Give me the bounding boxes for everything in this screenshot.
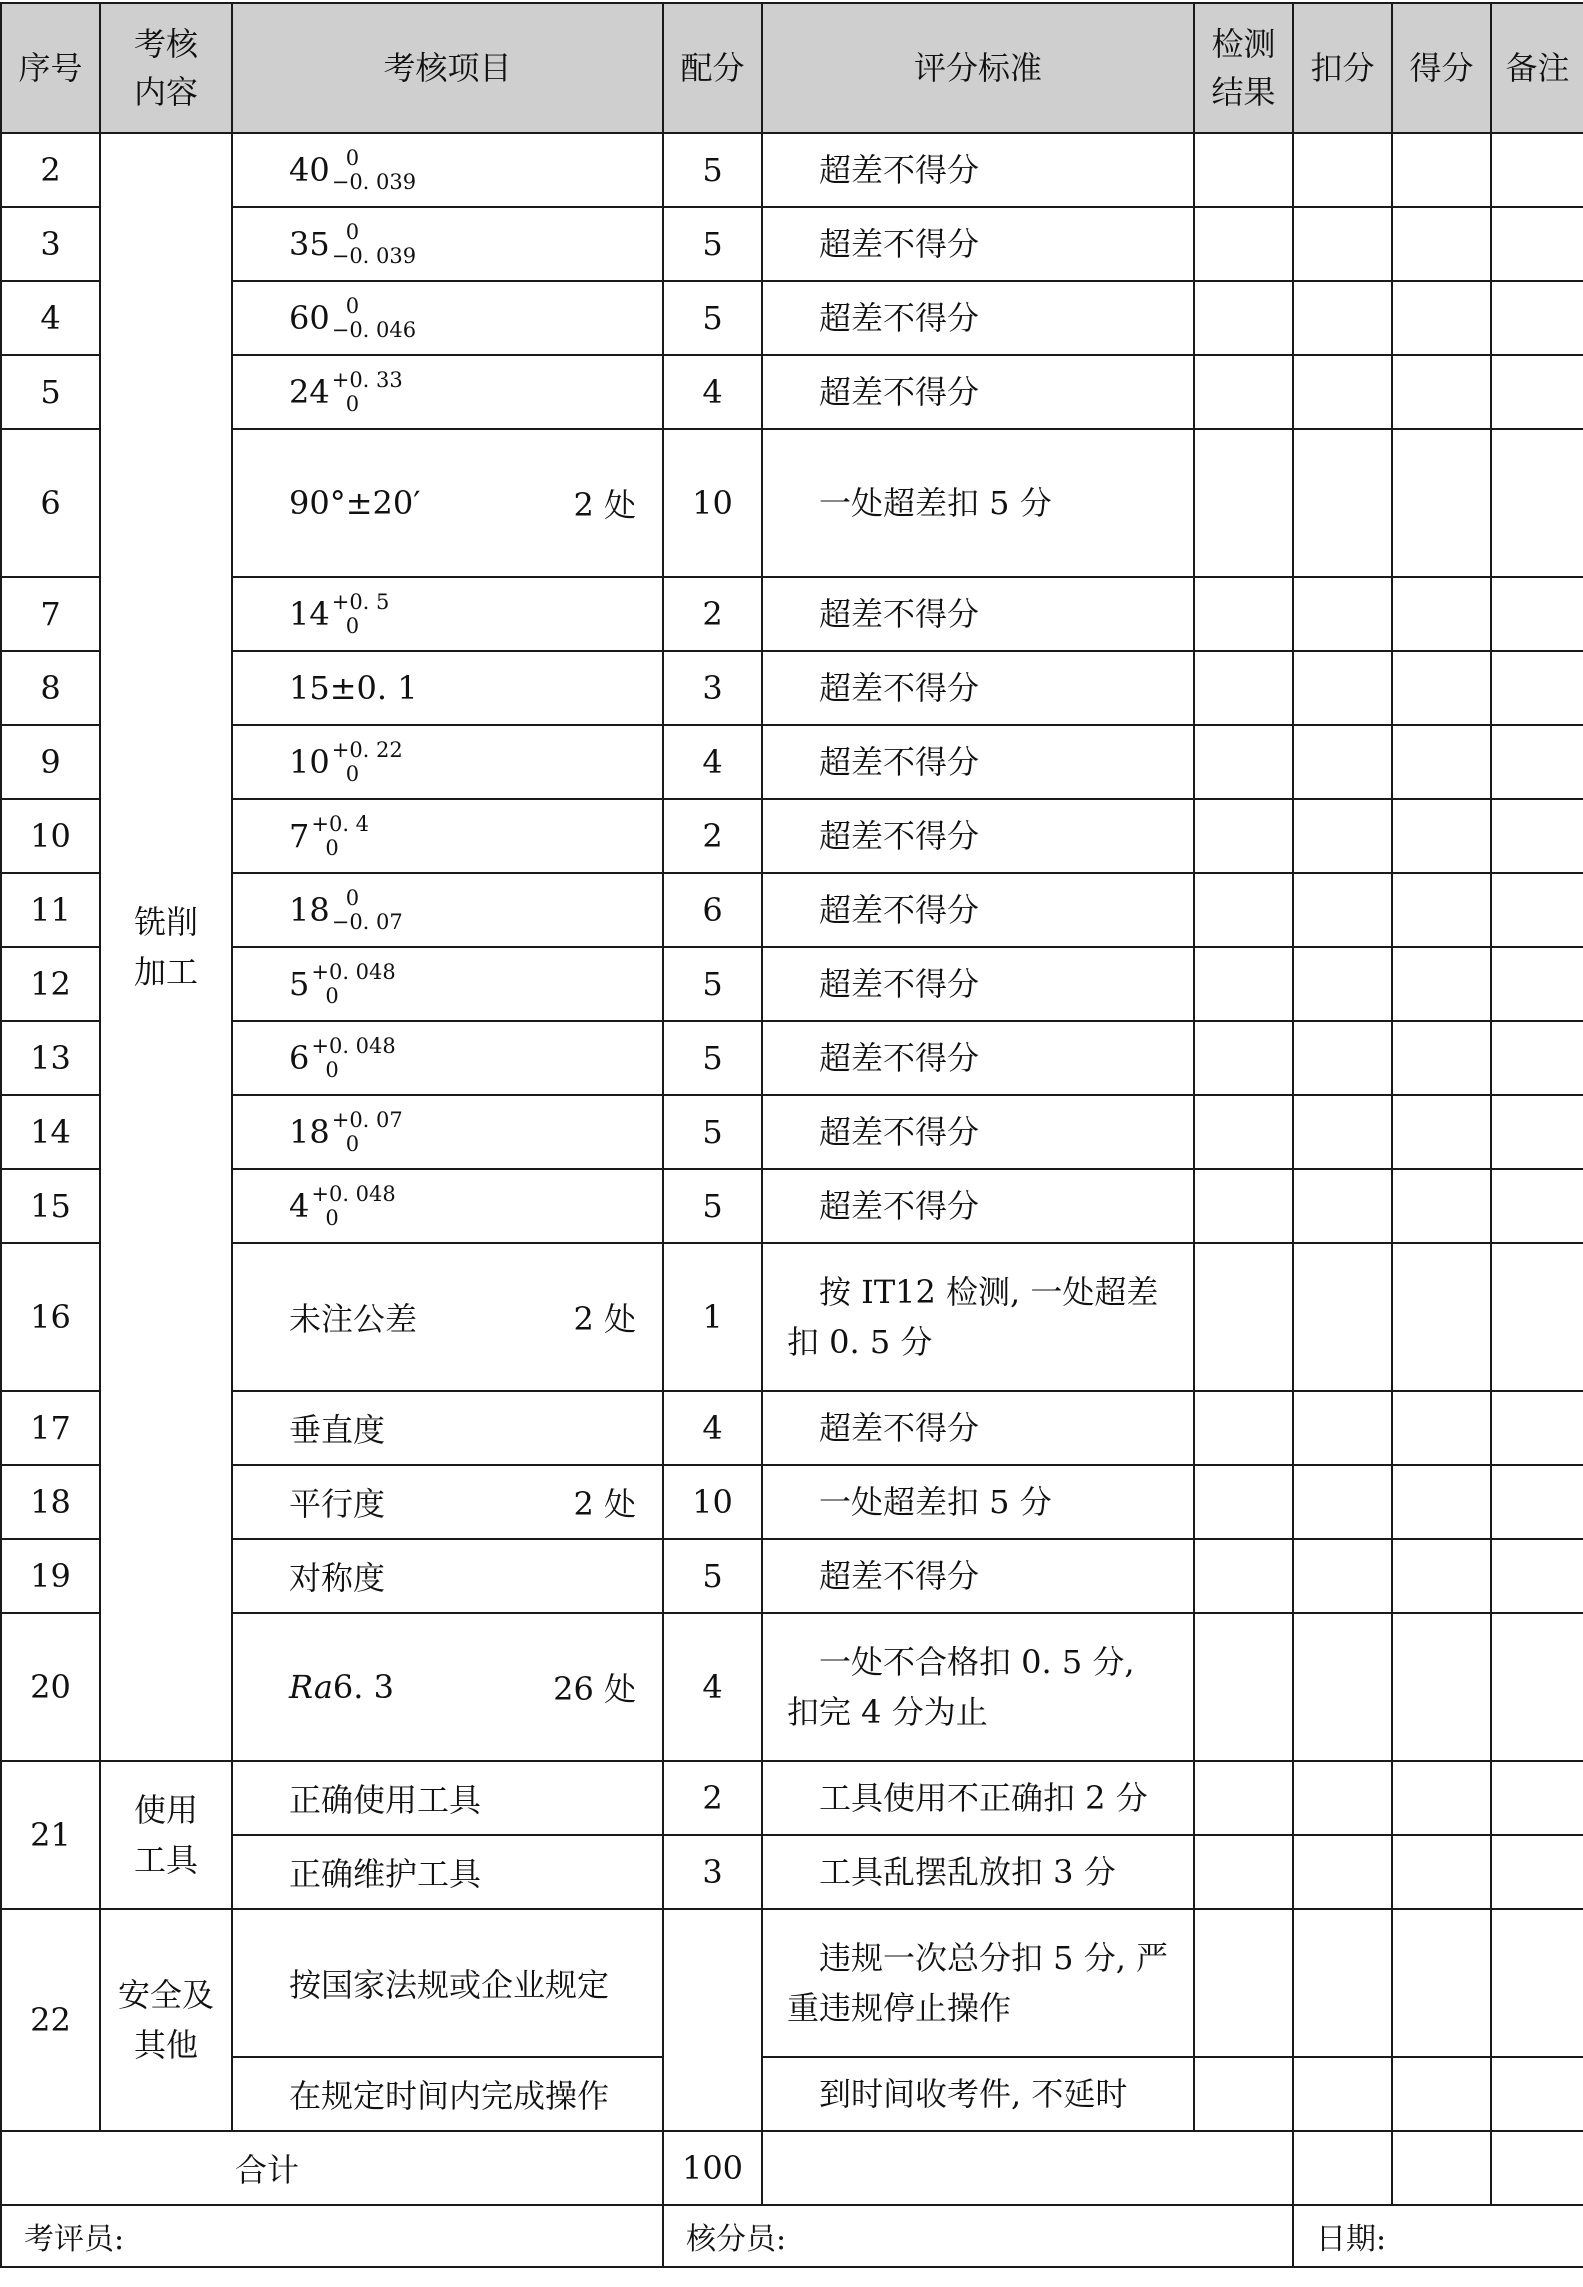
header-criteria: 评分标准 <box>762 3 1194 133</box>
deduct-cell[interactable] <box>1293 725 1392 799</box>
result-cell[interactable] <box>1194 1391 1293 1465</box>
examiner-field[interactable]: 考评员: <box>1 2205 663 2267</box>
result-cell[interactable] <box>1194 577 1293 651</box>
result-cell[interactable] <box>1194 281 1293 355</box>
row-points: 5 <box>663 1539 762 1613</box>
row-criteria: 超差不得分 <box>762 207 1194 281</box>
score-cell[interactable] <box>1392 947 1491 1021</box>
score-cell[interactable] <box>1392 725 1491 799</box>
row-points: 4 <box>663 725 762 799</box>
score-cell[interactable] <box>1392 1095 1491 1169</box>
result-cell[interactable] <box>1194 947 1293 1021</box>
deduct-cell[interactable] <box>1293 207 1392 281</box>
row-item: 正确维护工具 <box>232 1835 663 1909</box>
total-points: 100 <box>663 2131 762 2205</box>
row-criteria: 超差不得分 <box>762 799 1194 873</box>
deduct-cell[interactable] <box>1293 651 1392 725</box>
group-tools: 使用工具 <box>100 1761 232 1909</box>
row-item: 垂直度 <box>232 1391 663 1465</box>
row-item: 15±0. 1 <box>232 651 663 725</box>
score-cell[interactable] <box>1392 429 1491 577</box>
score-table <box>0 2 1583 2268</box>
remark-cell[interactable] <box>1491 1243 1583 1391</box>
row-item: Ra6. 3 26 处 <box>232 1613 663 1761</box>
table-row <box>1 1169 1583 1243</box>
row-seq: 13 <box>1 1021 100 1095</box>
tolerance-dimension: 18 +0. 07 0 <box>289 1108 403 1156</box>
total-row <box>1 2131 1583 2205</box>
row-item: 在规定时间内完成操作 <box>232 2057 663 2131</box>
score-cell[interactable] <box>1392 281 1491 355</box>
row-points: 5 <box>663 1021 762 1095</box>
row-count: 2 处 <box>573 1485 636 1523</box>
header-content: 考核内容 <box>100 3 232 133</box>
score-cell[interactable] <box>1392 577 1491 651</box>
result-cell[interactable] <box>1194 1465 1293 1539</box>
deduct-cell[interactable] <box>1293 2057 1392 2131</box>
row-points: 2 <box>663 577 762 651</box>
score-cell[interactable] <box>1392 1391 1491 1465</box>
tolerance-dimension: 18 0 −0. 07 <box>289 886 403 934</box>
total-label: 合计 <box>1 2131 663 2205</box>
table-row <box>1 1095 1583 1169</box>
row-criteria: 超差不得分 <box>762 133 1194 207</box>
row-criteria: 超差不得分 <box>762 947 1194 1021</box>
score-cell[interactable] <box>1392 1465 1491 1539</box>
remark-cell[interactable] <box>1491 2057 1583 2131</box>
group-milling: 铣削加工 <box>100 133 232 1761</box>
tolerance-dimension: 4 +0. 048 0 <box>289 1182 396 1230</box>
row-points: 5 <box>663 1169 762 1243</box>
table-row <box>1 947 1583 1021</box>
row-seq: 11 <box>1 873 100 947</box>
row-seq: 10 <box>1 799 100 873</box>
row-criteria: 超差不得分 <box>762 651 1194 725</box>
row-seq: 19 <box>1 1539 100 1613</box>
row-criteria: 超差不得分 <box>762 281 1194 355</box>
tolerance-dimension: 7 +0. 4 0 <box>289 812 370 860</box>
table-row <box>1 133 1583 207</box>
table-row <box>1 1761 1583 1835</box>
score-cell[interactable] <box>1392 2057 1491 2131</box>
row-points: 4 <box>663 1391 762 1465</box>
table-row <box>1 1613 1583 1761</box>
row-item <box>232 207 663 281</box>
row-points: 3 <box>663 651 762 725</box>
header-seq: 序号 <box>1 3 100 133</box>
score-cell[interactable] <box>1392 799 1491 873</box>
row-seq: 21 <box>1 1761 100 1909</box>
table-row <box>1 577 1583 651</box>
row-item <box>232 1095 663 1169</box>
row-points <box>663 1909 762 2131</box>
deduct-cell[interactable] <box>1293 429 1392 577</box>
row-seq: 9 <box>1 725 100 799</box>
result-cell[interactable] <box>1194 1761 1293 1835</box>
date-field[interactable]: 日期: <box>1293 2205 1583 2267</box>
row-item: 90°±20′ 2 处 <box>232 429 663 577</box>
row-points: 2 <box>663 1761 762 1835</box>
deduct-cell[interactable] <box>1293 281 1392 355</box>
deduct-cell[interactable] <box>1293 1021 1392 1095</box>
row-seq: 22 <box>1 1909 100 2131</box>
deduct-cell[interactable] <box>1293 355 1392 429</box>
row-criteria: 超差不得分 <box>762 725 1194 799</box>
total-remark-cell[interactable] <box>1491 2131 1583 2205</box>
row-item <box>232 133 663 207</box>
total-criteria-cell <box>762 2131 1293 2205</box>
tolerance-dimension: 40 0 −0. 039 <box>289 146 417 194</box>
row-item: 正确使用工具 <box>232 1761 663 1835</box>
row-seq: 16 <box>1 1243 100 1391</box>
remark-cell[interactable] <box>1491 577 1583 651</box>
row-criteria: 超差不得分 <box>762 1169 1194 1243</box>
result-cell[interactable] <box>1194 725 1293 799</box>
scorer-field[interactable]: 核分员: <box>663 2205 1293 2267</box>
row-item: 未注公差 2 处 <box>232 1243 663 1391</box>
deduct-cell[interactable] <box>1293 1465 1392 1539</box>
row-criteria: 到时间收考件, 不延时 <box>762 2057 1194 2131</box>
result-cell[interactable] <box>1194 133 1293 207</box>
result-cell[interactable] <box>1194 1243 1293 1391</box>
row-points: 6 <box>663 873 762 947</box>
row-criteria: 超差不得分 <box>762 355 1194 429</box>
total-deduct-cell[interactable] <box>1293 2131 1392 2205</box>
score-cell[interactable] <box>1392 355 1491 429</box>
remark-cell[interactable] <box>1491 1539 1583 1613</box>
row-points: 2 <box>663 799 762 873</box>
row-item: 对称度 <box>232 1539 663 1613</box>
row-count: 26 处 <box>553 1670 636 1708</box>
row-item <box>232 725 663 799</box>
header-result: 检测结果 <box>1194 3 1293 133</box>
row-seq: 14 <box>1 1095 100 1169</box>
row-seq: 4 <box>1 281 100 355</box>
remark-cell[interactable] <box>1491 1761 1583 1835</box>
deduct-cell[interactable] <box>1293 1539 1392 1613</box>
row-points: 10 <box>663 1465 762 1539</box>
deduct-cell[interactable] <box>1293 1835 1392 1909</box>
row-criteria: 超差不得分 <box>762 1391 1194 1465</box>
deduct-cell[interactable] <box>1293 1243 1392 1391</box>
header-deduct: 扣分 <box>1293 3 1392 133</box>
row-criteria: 超差不得分 <box>762 577 1194 651</box>
row-item <box>232 577 663 651</box>
remark-cell[interactable] <box>1491 1613 1583 1761</box>
tolerance-dimension: 6 +0. 048 0 <box>289 1034 396 1082</box>
remark-cell[interactable] <box>1491 1095 1583 1169</box>
deduct-cell[interactable] <box>1293 1095 1392 1169</box>
result-cell[interactable] <box>1194 1613 1293 1761</box>
remark-cell[interactable] <box>1491 873 1583 947</box>
table-row <box>1 1391 1583 1465</box>
deduct-cell[interactable] <box>1293 873 1392 947</box>
row-seq: 2 <box>1 133 100 207</box>
table-row <box>1 281 1583 355</box>
signature-row <box>1 2205 1583 2267</box>
header-remark: 备注 <box>1491 3 1583 133</box>
row-count: 2 处 <box>573 486 636 524</box>
table-row <box>1 2057 1583 2131</box>
table-row <box>1 1539 1583 1613</box>
row-item <box>232 947 663 1021</box>
remark-cell[interactable] <box>1491 1391 1583 1465</box>
result-cell[interactable] <box>1194 1169 1293 1243</box>
row-points: 5 <box>663 1095 762 1169</box>
score-cell[interactable] <box>1392 133 1491 207</box>
row-criteria: 工具使用不正确扣 2 分 <box>762 1761 1194 1835</box>
table-row <box>1 873 1583 947</box>
row-points: 10 <box>663 429 762 577</box>
tolerance-dimension: 5 +0. 048 0 <box>289 960 396 1008</box>
row-points: 1 <box>663 1243 762 1391</box>
row-points: 4 <box>663 355 762 429</box>
score-cell[interactable] <box>1392 1539 1491 1613</box>
row-seq: 7 <box>1 577 100 651</box>
deduct-cell[interactable] <box>1293 1169 1392 1243</box>
row-criteria: 超差不得分 <box>762 1095 1194 1169</box>
row-criteria: 超差不得分 <box>762 873 1194 947</box>
remark-cell[interactable] <box>1491 355 1583 429</box>
row-points: 5 <box>663 207 762 281</box>
deduct-cell[interactable] <box>1293 577 1392 651</box>
remark-cell[interactable] <box>1491 207 1583 281</box>
row-seq: 5 <box>1 355 100 429</box>
row-criteria: 一处超差扣 5 分 <box>762 1465 1194 1539</box>
score-cell[interactable] <box>1392 207 1491 281</box>
remark-cell[interactable] <box>1491 1021 1583 1095</box>
result-cell[interactable] <box>1194 1021 1293 1095</box>
remark-cell[interactable] <box>1491 281 1583 355</box>
row-criteria: 违规一次总分扣 5 分, 严重违规停止操作 <box>762 1909 1194 2057</box>
tolerance-dimension: 35 0 −0. 039 <box>289 220 417 268</box>
score-cell[interactable] <box>1392 1761 1491 1835</box>
remark-cell[interactable] <box>1491 1835 1583 1909</box>
remark-cell[interactable] <box>1491 1169 1583 1243</box>
header-score: 得分 <box>1392 3 1491 133</box>
score-cell[interactable] <box>1392 1169 1491 1243</box>
row-item <box>232 799 663 873</box>
result-cell[interactable] <box>1194 1909 1293 2057</box>
row-criteria: 一处超差扣 5 分 <box>762 429 1194 577</box>
row-criteria: 超差不得分 <box>762 1539 1194 1613</box>
score-cell[interactable] <box>1392 1021 1491 1095</box>
row-seq: 8 <box>1 651 100 725</box>
row-criteria: 按 IT12 检测, 一处超差扣 0. 5 分 <box>762 1243 1194 1391</box>
row-seq: 3 <box>1 207 100 281</box>
group-safety: 安全及其他 <box>100 1909 232 2131</box>
remark-cell[interactable] <box>1491 133 1583 207</box>
result-cell[interactable] <box>1194 651 1293 725</box>
remark-cell[interactable] <box>1491 799 1583 873</box>
table-row <box>1 799 1583 873</box>
table-row <box>1 1243 1583 1391</box>
tolerance-dimension: 60 0 −0. 046 <box>289 294 417 342</box>
table-row <box>1 355 1583 429</box>
deduct-cell[interactable] <box>1293 1613 1392 1761</box>
score-cell[interactable] <box>1392 1613 1491 1761</box>
result-cell[interactable] <box>1194 1095 1293 1169</box>
table-row <box>1 651 1583 725</box>
tolerance-dimension: 10 +0. 22 0 <box>289 738 403 786</box>
header-row <box>1 3 1583 133</box>
row-count: 2 处 <box>573 1300 636 1338</box>
score-cell[interactable] <box>1392 1243 1491 1391</box>
deduct-cell[interactable] <box>1293 133 1392 207</box>
table-row <box>1 1835 1583 1909</box>
row-points: 3 <box>663 1835 762 1909</box>
row-item <box>232 355 663 429</box>
table-row <box>1 1465 1583 1539</box>
row-item <box>232 1021 663 1095</box>
row-criteria: 超差不得分 <box>762 1021 1194 1095</box>
deduct-cell[interactable] <box>1293 1761 1392 1835</box>
deduct-cell[interactable] <box>1293 1391 1392 1465</box>
row-seq: 6 <box>1 429 100 577</box>
row-criteria: 工具乱摆乱放扣 3 分 <box>762 1835 1194 1909</box>
row-item: 平行度 2 处 <box>232 1465 663 1539</box>
score-cell[interactable] <box>1392 1909 1491 2057</box>
table-row <box>1 1021 1583 1095</box>
row-seq: 12 <box>1 947 100 1021</box>
result-cell[interactable] <box>1194 429 1293 577</box>
score-cell[interactable] <box>1392 1835 1491 1909</box>
tolerance-dimension: 24 +0. 33 0 <box>289 368 403 416</box>
row-item <box>232 873 663 947</box>
table-row <box>1 725 1583 799</box>
tolerance-dimension: 14 +0. 5 0 <box>289 590 390 638</box>
table-row <box>1 207 1583 281</box>
table-row <box>1 429 1583 577</box>
result-cell[interactable] <box>1194 207 1293 281</box>
row-points: 5 <box>663 133 762 207</box>
remark-cell[interactable] <box>1491 1465 1583 1539</box>
row-points: 5 <box>663 281 762 355</box>
result-cell[interactable] <box>1194 873 1293 947</box>
row-points: 4 <box>663 1613 762 1761</box>
total-score-cell[interactable] <box>1392 2131 1491 2205</box>
row-seq: 15 <box>1 1169 100 1243</box>
result-cell[interactable] <box>1194 355 1293 429</box>
remark-cell[interactable] <box>1491 725 1583 799</box>
score-cell[interactable] <box>1392 651 1491 725</box>
row-item <box>232 281 663 355</box>
remark-cell[interactable] <box>1491 651 1583 725</box>
remark-cell[interactable] <box>1491 429 1583 577</box>
score-cell[interactable] <box>1392 873 1491 947</box>
remark-cell[interactable] <box>1491 1909 1583 2057</box>
header-points: 配分 <box>663 3 762 133</box>
row-item: 按国家法规或企业规定 <box>232 1909 663 2057</box>
result-cell[interactable] <box>1194 1539 1293 1613</box>
result-cell[interactable] <box>1194 1835 1293 1909</box>
table-row <box>1 1909 1583 2057</box>
result-cell[interactable] <box>1194 2057 1293 2131</box>
row-seq: 17 <box>1 1391 100 1465</box>
row-seq: 18 <box>1 1465 100 1539</box>
header-item: 考核项目 <box>232 3 663 133</box>
deduct-cell[interactable] <box>1293 799 1392 873</box>
row-criteria: 一处不合格扣 0. 5 分, 扣完 4 分为止 <box>762 1613 1194 1761</box>
result-cell[interactable] <box>1194 799 1293 873</box>
deduct-cell[interactable] <box>1293 1909 1392 2057</box>
row-seq: 20 <box>1 1613 100 1761</box>
row-points: 5 <box>663 947 762 1021</box>
row-item <box>232 1169 663 1243</box>
remark-cell[interactable] <box>1491 947 1583 1021</box>
deduct-cell[interactable] <box>1293 947 1392 1021</box>
